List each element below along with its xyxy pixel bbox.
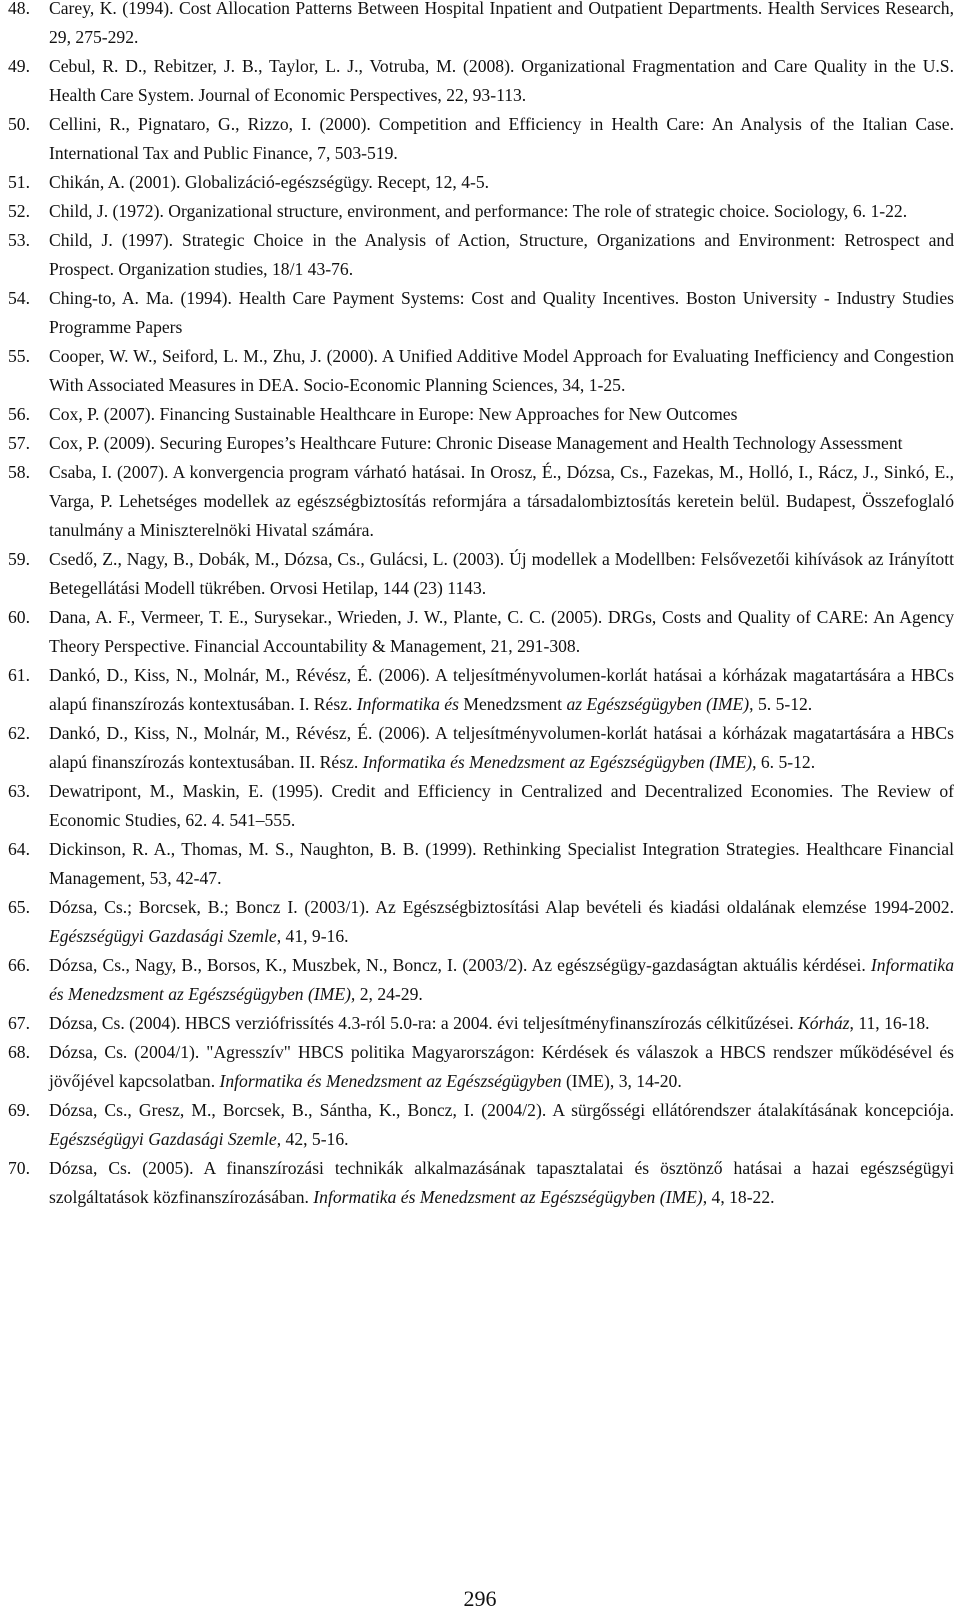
reference-segment: Menedzsment <box>458 694 567 714</box>
reference-text <box>49 603 954 661</box>
page-number: 296 <box>463 1586 497 1611</box>
reference-text <box>49 400 954 429</box>
reference-text <box>49 1009 954 1038</box>
reference-text <box>49 1154 954 1212</box>
reference-entry <box>8 197 954 226</box>
reference-italic-segment: Kórház <box>798 1013 850 1033</box>
reference-italic-segment: Informatika és Menedzsment az Egészségügyben <box>219 1071 562 1091</box>
reference-text <box>49 52 954 110</box>
reference-segment: , 4, 18-22. <box>702 1187 775 1207</box>
reference-text <box>49 661 954 719</box>
reference-segment: Dózsa, Cs.; Borcsek, B.; Boncz I. (2003/1). Az Egészségbiztosítási Alap bevételi és kiadási oldalának elemzése 1994-2002. <box>49 897 954 917</box>
reference-text <box>49 545 954 603</box>
reference-entry <box>8 835 954 893</box>
reference-entry <box>8 719 954 777</box>
reference-segment: , 42, 5-16. <box>276 1129 349 1149</box>
reference-segment: Dózsa, Cs., Gresz, M., Borcsek, B., Sántha, K., Boncz, I. (2004/2). A sürgősségi ellátórendszer átalakításának koncepciója. <box>49 1100 954 1120</box>
reference-entry <box>8 1096 954 1154</box>
reference-entry <box>8 951 954 1009</box>
reference-number: 64. <box>8 839 30 859</box>
reference-number: 61. <box>8 665 30 685</box>
reference-italic-segment: Informatika és <box>356 694 459 714</box>
reference-segment: Dewatripont, M., Maskin, E. (1995). Credit and Efficiency in Centralized and Decentralized Economies. The Review of Economic Studies, 62. 4. 541–555. <box>49 781 954 830</box>
reference-segment: Cebul, R. D., Rebitzer, J. B., Taylor, L. J., Votruba, M. (2008). Organizational Fragmentation and Care Quality in the U.S. Health Care System. Journal of Economic Perspectives, 22, 93-113. <box>49 56 954 105</box>
reference-entry <box>8 603 954 661</box>
reference-number: 58. <box>8 462 30 482</box>
reference-segment: Child, J. (1997). Strategic Choice in the Analysis of Action, Structure, Organizations and Environment: Retrospect and Prospect. Organization studies, 18/1 43-76. <box>49 230 954 279</box>
reference-segment: Csaba, I. (2007). A konvergencia program várható hatásai. In Orosz, É., Dózsa, Cs., Fazekas, M., Holló, I., Rácz, J., Sinkó, E., Varga, P. Lehetséges modellek az egészségbiztosítás reformjára a társadalombiztosítás keretein belül. Budapest, Összefoglaló tanulmány a Miniszterelnöki Hivatal számára. <box>49 462 954 540</box>
reference-number: 53. <box>8 230 30 250</box>
reference-number: 52. <box>8 201 30 221</box>
reference-segment: Dankó, D., Kiss, N., Molnár, M., Révész, É. (2006). A teljesítményvolumen-korlát hatásai a kórházak magatartására a HBCs alapú finanszírozás kontextusában. I. Rész. <box>49 665 954 714</box>
reference-segment: Dózsa, Cs. (2004/1). "Agresszív" HBCS politika Magyarországon: Kérdések és válaszok a HBCS rendszer működésével és jövőjével kapcsolatban. <box>49 1042 954 1091</box>
reference-entry <box>8 661 954 719</box>
reference-italic-segment: az Egészségügyben (IME) <box>566 694 750 714</box>
reference-text <box>49 284 954 342</box>
reference-italic-segment: Informatika és Menedzsment az Egészségügyben (IME) <box>313 1187 703 1207</box>
reference-entry <box>8 284 954 342</box>
reference-number: 68. <box>8 1042 30 1062</box>
reference-text <box>49 835 954 893</box>
reference-text <box>49 893 954 951</box>
reference-number: 60. <box>8 607 30 627</box>
reference-segment: , 41, 9-16. <box>276 926 349 946</box>
reference-number: 62. <box>8 723 30 743</box>
reference-segment: Dankó, D., Kiss, N., Molnár, M., Révész, É. (2006). A teljesítményvolumen-korlát hatásai a kórházak magatartására a HBCs alapú finanszírozás kontextusában. II. Rész. <box>49 723 954 772</box>
reference-segment: Dózsa, Cs. (2004). HBCS verziófrissítés 4.3-ról 5.0-ra: a 2004. évi teljesítményfinanszírozás célkitűzései. <box>49 1013 799 1033</box>
reference-italic-segment: Informatika és Menedzsment az Egészségügyben (IME) <box>362 752 753 772</box>
reference-segment: Dana, A. F., Vermeer, T. E., Surysekar., Wrieden, J. W., Plante, C. C. (2005). DRGs, Costs and Quality of CARE: An Agency Theory Perspective. Financial Accountability & Management, 21, 291-308. <box>49 607 954 656</box>
reference-segment: , 11, 16-18. <box>849 1013 930 1033</box>
reference-text <box>49 226 954 284</box>
reference-entry <box>8 777 954 835</box>
reference-text <box>49 197 954 226</box>
reference-segment: , 6. 5-12. <box>752 752 816 772</box>
reference-segment: , 5. 5-12. <box>749 694 813 714</box>
reference-entry <box>8 400 954 429</box>
reference-entry <box>8 429 954 458</box>
reference-text <box>49 777 954 835</box>
reference-text <box>49 1038 954 1096</box>
reference-number: 56. <box>8 404 30 424</box>
reference-text <box>49 342 954 400</box>
reference-entry <box>8 893 954 951</box>
reference-segment: (IME), 3, 14-20. <box>561 1071 682 1091</box>
reference-number: 65. <box>8 897 30 917</box>
reference-segment: 2, 24-29. <box>355 984 423 1004</box>
reference-segment: Cox, P. (2007). Financing Sustainable Healthcare in Europe: New Approaches for New Outcomes <box>49 404 738 424</box>
reference-segment: Cox, P. (2009). Securing Europes’s Healthcare Future: Chronic Disease Management and Health Technology Assessment <box>49 433 903 453</box>
reference-number: 51. <box>8 172 30 192</box>
reference-number: 50. <box>8 114 30 134</box>
reference-list <box>8 0 954 1212</box>
reference-number: 54. <box>8 288 30 308</box>
reference-text <box>49 951 954 1009</box>
reference-segment: Dózsa, Cs., Nagy, B., Borsos, K., Muszbek, N., Boncz, I. (2003/2). Az egészségügy-gazdaságtan aktuális kérdései. <box>49 955 871 975</box>
reference-number: 63. <box>8 781 30 801</box>
reference-text <box>49 458 954 545</box>
reference-segment: Dózsa, Cs. (2005). A finanszírozási technikák alkalmazásának tapasztalatai és ösztönző hatásai a hazai egészségügyi szolgáltatások közfinanszírozásában. <box>49 1158 954 1207</box>
reference-entry <box>8 168 954 197</box>
reference-italic-segment: Informatika és Menedzsment az Egészségügyben (IME), <box>49 955 954 1004</box>
reference-italic-segment: Egészségügyi Gazdasági Szemle <box>49 1129 277 1149</box>
reference-text <box>49 1096 954 1154</box>
reference-number: 48. <box>8 0 30 18</box>
reference-text <box>49 719 954 777</box>
reference-text <box>49 168 954 197</box>
reference-entry <box>8 226 954 284</box>
reference-entry <box>8 1154 954 1212</box>
reference-entry <box>8 0 954 52</box>
reference-entry <box>8 110 954 168</box>
reference-text <box>49 0 954 52</box>
reference-entry <box>8 52 954 110</box>
reference-text <box>49 429 954 458</box>
reference-segment: Dickinson, R. A., Thomas, M. S., Naughton, B. B. (1999). Rethinking Specialist Integration Strategies. Healthcare Financial Management, 53, 42-47. <box>49 839 954 888</box>
reference-segment: Cellini, R., Pignataro, G., Rizzo, I. (2000). Competition and Efficiency in Health Care: An Analysis of the Italian Case. International Tax and Public Finance, 7, 503-519. <box>49 114 954 163</box>
reference-segment: Csedő, Z., Nagy, B., Dobák, M., Dózsa, Cs., Gulácsi, L. (2003). Új modellek a Modellben: Felsővezetői kihívások az Irányított Betegellátási Modell tükrében. Orvosi Hetilap, 144 (23) 1143. <box>49 549 954 598</box>
reference-number: 57. <box>8 433 30 453</box>
reference-segment: Carey, K. (1994). Cost Allocation Patterns Between Hospital Inpatient and Outpatient Departments. Health Services Research, 29, 275-292. <box>49 0 954 47</box>
reference-number: 49. <box>8 56 30 76</box>
reference-number: 55. <box>8 346 30 366</box>
reference-entry <box>8 1038 954 1096</box>
reference-entry <box>8 458 954 545</box>
reference-segment: Cooper, W. W., Seiford, L. M., Zhu, J. (2000). A Unified Additive Model Approach for Evaluating Inefficiency and Congestion With Associated Measures in DEA. Socio-Economic Planning Sciences, 34, 1-25. <box>49 346 954 395</box>
reference-entry <box>8 1009 954 1038</box>
reference-segment: Ching-to, A. Ma. (1994). Health Care Payment Systems: Cost and Quality Incentives. Boston University - Industry Studies Programme Papers <box>49 288 954 337</box>
reference-segment: Chikán, A. (2001). Globalizáció-egészségügy. Recept, 12, 4-5. <box>49 172 490 192</box>
reference-number: 59. <box>8 549 30 569</box>
reference-number: 69. <box>8 1100 30 1120</box>
reference-number: 67. <box>8 1013 30 1033</box>
reference-entry <box>8 545 954 603</box>
reference-text <box>49 110 954 168</box>
reference-number: 70. <box>8 1158 30 1178</box>
reference-italic-segment: Egészségügyi Gazdasági Szemle <box>49 926 277 946</box>
reference-entry <box>8 342 954 400</box>
reference-segment: Child, J. (1972). Organizational structure, environment, and performance: The role of strategic choice. Sociology, 6. 1-22. <box>49 201 908 221</box>
reference-number: 66. <box>8 955 30 975</box>
